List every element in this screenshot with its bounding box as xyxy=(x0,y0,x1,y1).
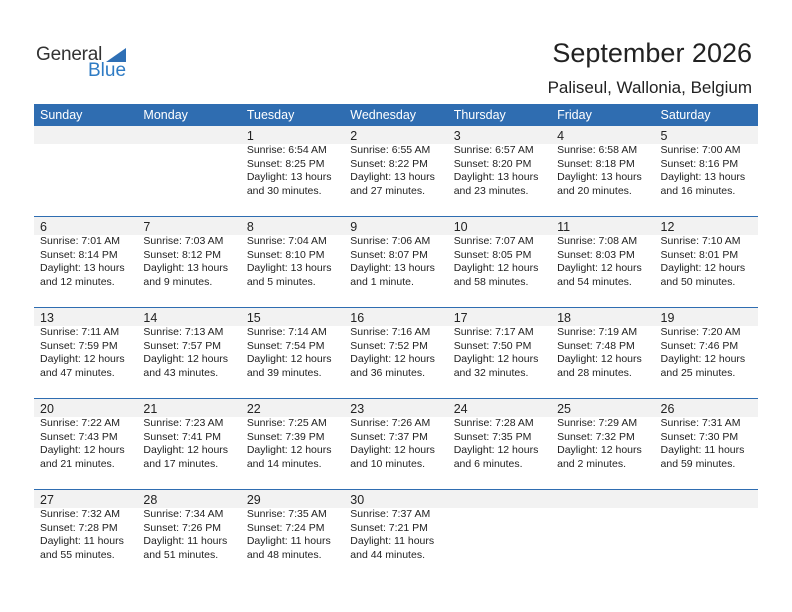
day-cell xyxy=(137,399,240,489)
sunset-text: Sunset: 7:21 PM xyxy=(350,521,428,534)
sunset-text: Sunset: 8:18 PM xyxy=(557,157,635,170)
sunrise-text: Sunrise: 7:16 AM xyxy=(350,326,431,338)
daylight-text: Daylight: 13 hours xyxy=(246,262,332,274)
sunrise-text: Sunrise: 7:25 AM xyxy=(246,417,327,429)
day-number: 20 xyxy=(40,402,54,416)
empty-day-cell xyxy=(34,126,137,216)
daylight-minutes-text: and 58 minutes. xyxy=(453,275,529,288)
sunrise-text: Sunrise: 7:34 AM xyxy=(143,508,224,520)
daylight-minutes-text: and 6 minutes. xyxy=(453,457,523,470)
daylight-minutes-text: and 54 minutes. xyxy=(557,275,632,288)
daylight-text: Daylight: 13 hours xyxy=(350,171,435,183)
daylight-minutes-text: and 23 minutes. xyxy=(453,184,529,197)
day-cell xyxy=(344,217,447,307)
daylight-minutes-text: and 5 minutes. xyxy=(246,275,316,288)
daylight-minutes-text: and 12 minutes. xyxy=(40,275,115,288)
day-cell xyxy=(551,126,654,216)
daylight-text: Daylight: 13 hours xyxy=(143,262,229,274)
daylight-minutes-text: and 20 minutes. xyxy=(557,184,632,197)
day-number: 3 xyxy=(453,129,461,143)
sunset-text: Sunset: 7:54 PM xyxy=(246,339,325,352)
daylight-minutes-text: and 59 minutes. xyxy=(660,457,736,470)
day-number: 27 xyxy=(40,493,54,507)
logo-general-text: General xyxy=(36,44,103,65)
empty-day-cell xyxy=(551,490,654,580)
sunset-text: Sunset: 8:20 PM xyxy=(453,157,532,170)
daylight-minutes-text: and 55 minutes. xyxy=(40,548,115,561)
day-number: 28 xyxy=(143,493,158,507)
sunset-text: Sunset: 7:30 PM xyxy=(660,430,739,443)
daylight-text: Daylight: 11 hours xyxy=(660,444,745,456)
sunset-text: Sunset: 7:43 PM xyxy=(40,430,118,443)
day-number: 15 xyxy=(246,311,261,325)
day-number: 19 xyxy=(660,311,675,325)
sunset-text: Sunset: 8:12 PM xyxy=(143,248,222,261)
day-cell xyxy=(551,217,654,307)
sunrise-text: Sunrise: 7:14 AM xyxy=(246,326,327,338)
weekday-sunday: Sunday xyxy=(40,108,83,122)
day-number: 18 xyxy=(557,311,572,325)
day-cell xyxy=(241,399,344,489)
sunset-text: Sunset: 7:24 PM xyxy=(246,521,325,534)
daylight-text: Daylight: 12 hours xyxy=(557,353,642,365)
calendar-grid xyxy=(34,104,758,580)
weekday-saturday: Saturday xyxy=(660,108,711,122)
sunset-text: Sunset: 7:48 PM xyxy=(557,339,635,352)
sunrise-text: Sunrise: 6:57 AM xyxy=(453,144,534,156)
daylight-minutes-text: and 16 minutes. xyxy=(660,184,736,197)
daylight-minutes-text: and 36 minutes. xyxy=(350,366,425,379)
daylight-text: Daylight: 12 hours xyxy=(350,353,435,365)
sunrise-text: Sunrise: 7:01 AM xyxy=(40,235,120,247)
daylight-minutes-text: and 2 minutes. xyxy=(557,457,626,470)
day-cell xyxy=(448,308,551,398)
sunrise-text: Sunrise: 7:37 AM xyxy=(350,508,431,520)
calendar-week-row xyxy=(34,398,758,489)
daylight-text: Daylight: 13 hours xyxy=(350,262,435,274)
sunset-text: Sunset: 8:25 PM xyxy=(246,157,325,170)
daylight-minutes-text: and 17 minutes. xyxy=(143,457,219,470)
sunset-text: Sunset: 7:59 PM xyxy=(40,339,118,352)
daylight-text: Daylight: 12 hours xyxy=(557,444,642,456)
day-cell xyxy=(241,217,344,307)
daylight-text: Daylight: 12 hours xyxy=(660,262,746,274)
daylight-minutes-text: and 25 minutes. xyxy=(660,366,736,379)
calendar-weeks xyxy=(34,126,758,580)
daylight-text: Daylight: 12 hours xyxy=(660,353,746,365)
day-number: 5 xyxy=(660,129,668,143)
sunset-text: Sunset: 8:14 PM xyxy=(40,248,118,261)
day-number: 7 xyxy=(143,220,151,234)
calendar-location: Paliseul, Wallonia, Belgium xyxy=(547,78,752,97)
day-number: 24 xyxy=(453,402,468,416)
empty-day-cell xyxy=(655,490,758,580)
daylight-text: Daylight: 13 hours xyxy=(660,171,746,183)
sunrise-text: Sunrise: 7:35 AM xyxy=(246,508,327,520)
day-number: 9 xyxy=(350,220,358,234)
daylight-text: Daylight: 13 hours xyxy=(246,171,332,183)
daylight-minutes-text: and 51 minutes. xyxy=(143,548,219,561)
day-cell xyxy=(34,217,137,307)
logo-blue-text: Blue xyxy=(88,60,127,81)
daylight-minutes-text: and 9 minutes. xyxy=(143,275,213,288)
day-number: 17 xyxy=(453,311,468,325)
generalblue-logo xyxy=(36,44,136,84)
day-cell xyxy=(34,308,137,398)
daylight-text: Daylight: 13 hours xyxy=(557,171,642,183)
day-cell xyxy=(655,308,758,398)
day-cell xyxy=(344,308,447,398)
sunset-text: Sunset: 8:01 PM xyxy=(660,248,739,261)
daylight-text: Daylight: 12 hours xyxy=(40,444,125,456)
sunset-text: Sunset: 8:03 PM xyxy=(557,248,635,261)
daylight-minutes-text: and 48 minutes. xyxy=(246,548,322,561)
day-number: 11 xyxy=(557,220,571,234)
day-number: 26 xyxy=(660,402,675,416)
sunrise-text: Sunrise: 7:26 AM xyxy=(350,417,431,429)
sunrise-text: Sunrise: 7:23 AM xyxy=(143,417,224,429)
daylight-text: Daylight: 12 hours xyxy=(453,353,539,365)
sunset-text: Sunset: 7:28 PM xyxy=(40,521,118,534)
daylight-minutes-text: and 43 minutes. xyxy=(143,366,219,379)
sunset-text: Sunset: 7:52 PM xyxy=(350,339,428,352)
daylight-text: Daylight: 11 hours xyxy=(143,535,228,547)
sunrise-text: Sunrise: 7:11 AM xyxy=(40,326,120,338)
daylight-text: Daylight: 13 hours xyxy=(40,262,125,274)
daylight-minutes-text: and 10 minutes. xyxy=(350,457,425,470)
day-number: 21 xyxy=(143,402,158,416)
weekday-thursday: Thursday xyxy=(453,108,506,122)
sunset-text: Sunset: 7:32 PM xyxy=(557,430,635,443)
daylight-text: Daylight: 13 hours xyxy=(453,171,539,183)
daylight-minutes-text: and 14 minutes. xyxy=(246,457,322,470)
calendar-title: September 2026 xyxy=(552,38,752,68)
day-cell xyxy=(655,217,758,307)
daylight-minutes-text: and 44 minutes. xyxy=(350,548,425,561)
day-cell xyxy=(448,217,551,307)
day-number: 14 xyxy=(143,311,158,325)
day-number: 25 xyxy=(557,402,572,416)
daylight-minutes-text: and 1 minute. xyxy=(350,275,414,288)
daylight-text: Daylight: 12 hours xyxy=(350,444,435,456)
sunrise-text: Sunrise: 7:04 AM xyxy=(246,235,327,247)
daylight-text: Daylight: 12 hours xyxy=(143,353,229,365)
daylight-text: Daylight: 12 hours xyxy=(143,444,229,456)
day-cell xyxy=(344,490,447,580)
empty-day-cell xyxy=(448,490,551,580)
day-number: 23 xyxy=(350,402,365,416)
sunrise-text: Sunrise: 7:10 AM xyxy=(660,235,741,247)
sunrise-text: Sunrise: 7:20 AM xyxy=(660,326,741,338)
sunset-text: Sunset: 7:50 PM xyxy=(453,339,532,352)
calendar-week-row xyxy=(34,307,758,398)
sunrise-text: Sunrise: 6:58 AM xyxy=(557,144,638,156)
day-cell xyxy=(551,308,654,398)
day-number: 6 xyxy=(40,220,47,234)
day-number: 2 xyxy=(350,129,358,143)
day-cell xyxy=(34,490,137,580)
day-cell xyxy=(137,490,240,580)
day-number: 16 xyxy=(350,311,365,325)
day-cell xyxy=(344,126,447,216)
weekday-friday: Friday xyxy=(557,108,592,122)
sunset-text: Sunset: 7:46 PM xyxy=(660,339,739,352)
sunset-text: Sunset: 8:07 PM xyxy=(350,248,428,261)
sunset-text: Sunset: 8:05 PM xyxy=(453,248,532,261)
daylight-text: Daylight: 12 hours xyxy=(453,444,539,456)
day-number: 13 xyxy=(40,311,54,325)
day-cell xyxy=(655,399,758,489)
sunset-text: Sunset: 7:41 PM xyxy=(143,430,222,443)
sunrise-text: Sunrise: 7:17 AM xyxy=(453,326,534,338)
sunrise-text: Sunrise: 6:54 AM xyxy=(246,144,327,156)
day-cell xyxy=(241,308,344,398)
daylight-minutes-text: and 32 minutes. xyxy=(453,366,529,379)
calendar-week-row xyxy=(34,216,758,307)
day-cell xyxy=(655,126,758,216)
day-cell xyxy=(241,126,344,216)
daylight-minutes-text: and 50 minutes. xyxy=(660,275,736,288)
sunrise-text: Sunrise: 7:22 AM xyxy=(40,417,120,429)
day-number: 10 xyxy=(453,220,468,234)
weekday-wednesday: Wednesday xyxy=(350,108,417,122)
sunrise-text: Sunrise: 7:03 AM xyxy=(143,235,224,247)
sunrise-text: Sunrise: 7:29 AM xyxy=(557,417,638,429)
daylight-minutes-text: and 39 minutes. xyxy=(246,366,322,379)
daylight-text: Daylight: 11 hours xyxy=(350,535,435,547)
day-cell xyxy=(137,308,240,398)
sunrise-text: Sunrise: 7:07 AM xyxy=(453,235,534,247)
sunset-text: Sunset: 8:16 PM xyxy=(660,157,739,170)
daylight-text: Daylight: 11 hours xyxy=(246,535,331,547)
sunrise-text: Sunrise: 7:13 AM xyxy=(143,326,224,338)
daylight-text: Daylight: 12 hours xyxy=(40,353,125,365)
day-cell xyxy=(137,217,240,307)
sunset-text: Sunset: 8:22 PM xyxy=(350,157,428,170)
daylight-minutes-text: and 28 minutes. xyxy=(557,366,632,379)
weekday-header xyxy=(34,104,758,126)
day-cell xyxy=(34,399,137,489)
daylight-minutes-text: and 47 minutes. xyxy=(40,366,115,379)
daylight-minutes-text: and 21 minutes. xyxy=(40,457,115,470)
day-cell xyxy=(448,399,551,489)
sunrise-text: Sunrise: 7:00 AM xyxy=(660,144,741,156)
daylight-text: Daylight: 12 hours xyxy=(246,353,332,365)
sunrise-text: Sunrise: 7:28 AM xyxy=(453,417,534,429)
sunset-text: Sunset: 7:39 PM xyxy=(246,430,325,443)
daylight-text: Daylight: 12 hours xyxy=(453,262,539,274)
day-number: 4 xyxy=(557,129,565,143)
daylight-minutes-text: and 30 minutes. xyxy=(246,184,322,197)
sunset-text: Sunset: 7:57 PM xyxy=(143,339,222,352)
weekday-monday: Monday xyxy=(143,108,188,122)
sunrise-text: Sunrise: 7:06 AM xyxy=(350,235,431,247)
sunset-text: Sunset: 7:26 PM xyxy=(143,521,222,534)
sunrise-text: Sunrise: 7:31 AM xyxy=(660,417,741,429)
daylight-text: Daylight: 12 hours xyxy=(557,262,642,274)
daylight-text: Daylight: 11 hours xyxy=(40,535,124,547)
empty-day-cell xyxy=(137,126,240,216)
calendar-week-row xyxy=(34,126,758,216)
sunrise-text: Sunrise: 6:55 AM xyxy=(350,144,431,156)
day-cell xyxy=(551,399,654,489)
day-number: 29 xyxy=(246,493,261,507)
sunrise-text: Sunrise: 7:32 AM xyxy=(40,508,120,520)
day-number: 30 xyxy=(350,493,365,507)
weekday-tuesday: Tuesday xyxy=(246,108,295,122)
calendar-week-row xyxy=(34,489,758,580)
sunset-text: Sunset: 7:35 PM xyxy=(453,430,532,443)
day-number: 12 xyxy=(660,220,675,234)
sunset-text: Sunset: 8:10 PM xyxy=(246,248,325,261)
day-cell xyxy=(241,490,344,580)
day-number: 22 xyxy=(246,402,261,416)
day-cell xyxy=(448,126,551,216)
sunrise-text: Sunrise: 7:08 AM xyxy=(557,235,638,247)
sunset-text: Sunset: 7:37 PM xyxy=(350,430,428,443)
daylight-minutes-text: and 27 minutes. xyxy=(350,184,425,197)
sunrise-text: Sunrise: 7:19 AM xyxy=(557,326,638,338)
day-cell xyxy=(344,399,447,489)
daylight-text: Daylight: 12 hours xyxy=(246,444,332,456)
day-number: 1 xyxy=(246,129,254,143)
day-number: 8 xyxy=(246,220,254,234)
